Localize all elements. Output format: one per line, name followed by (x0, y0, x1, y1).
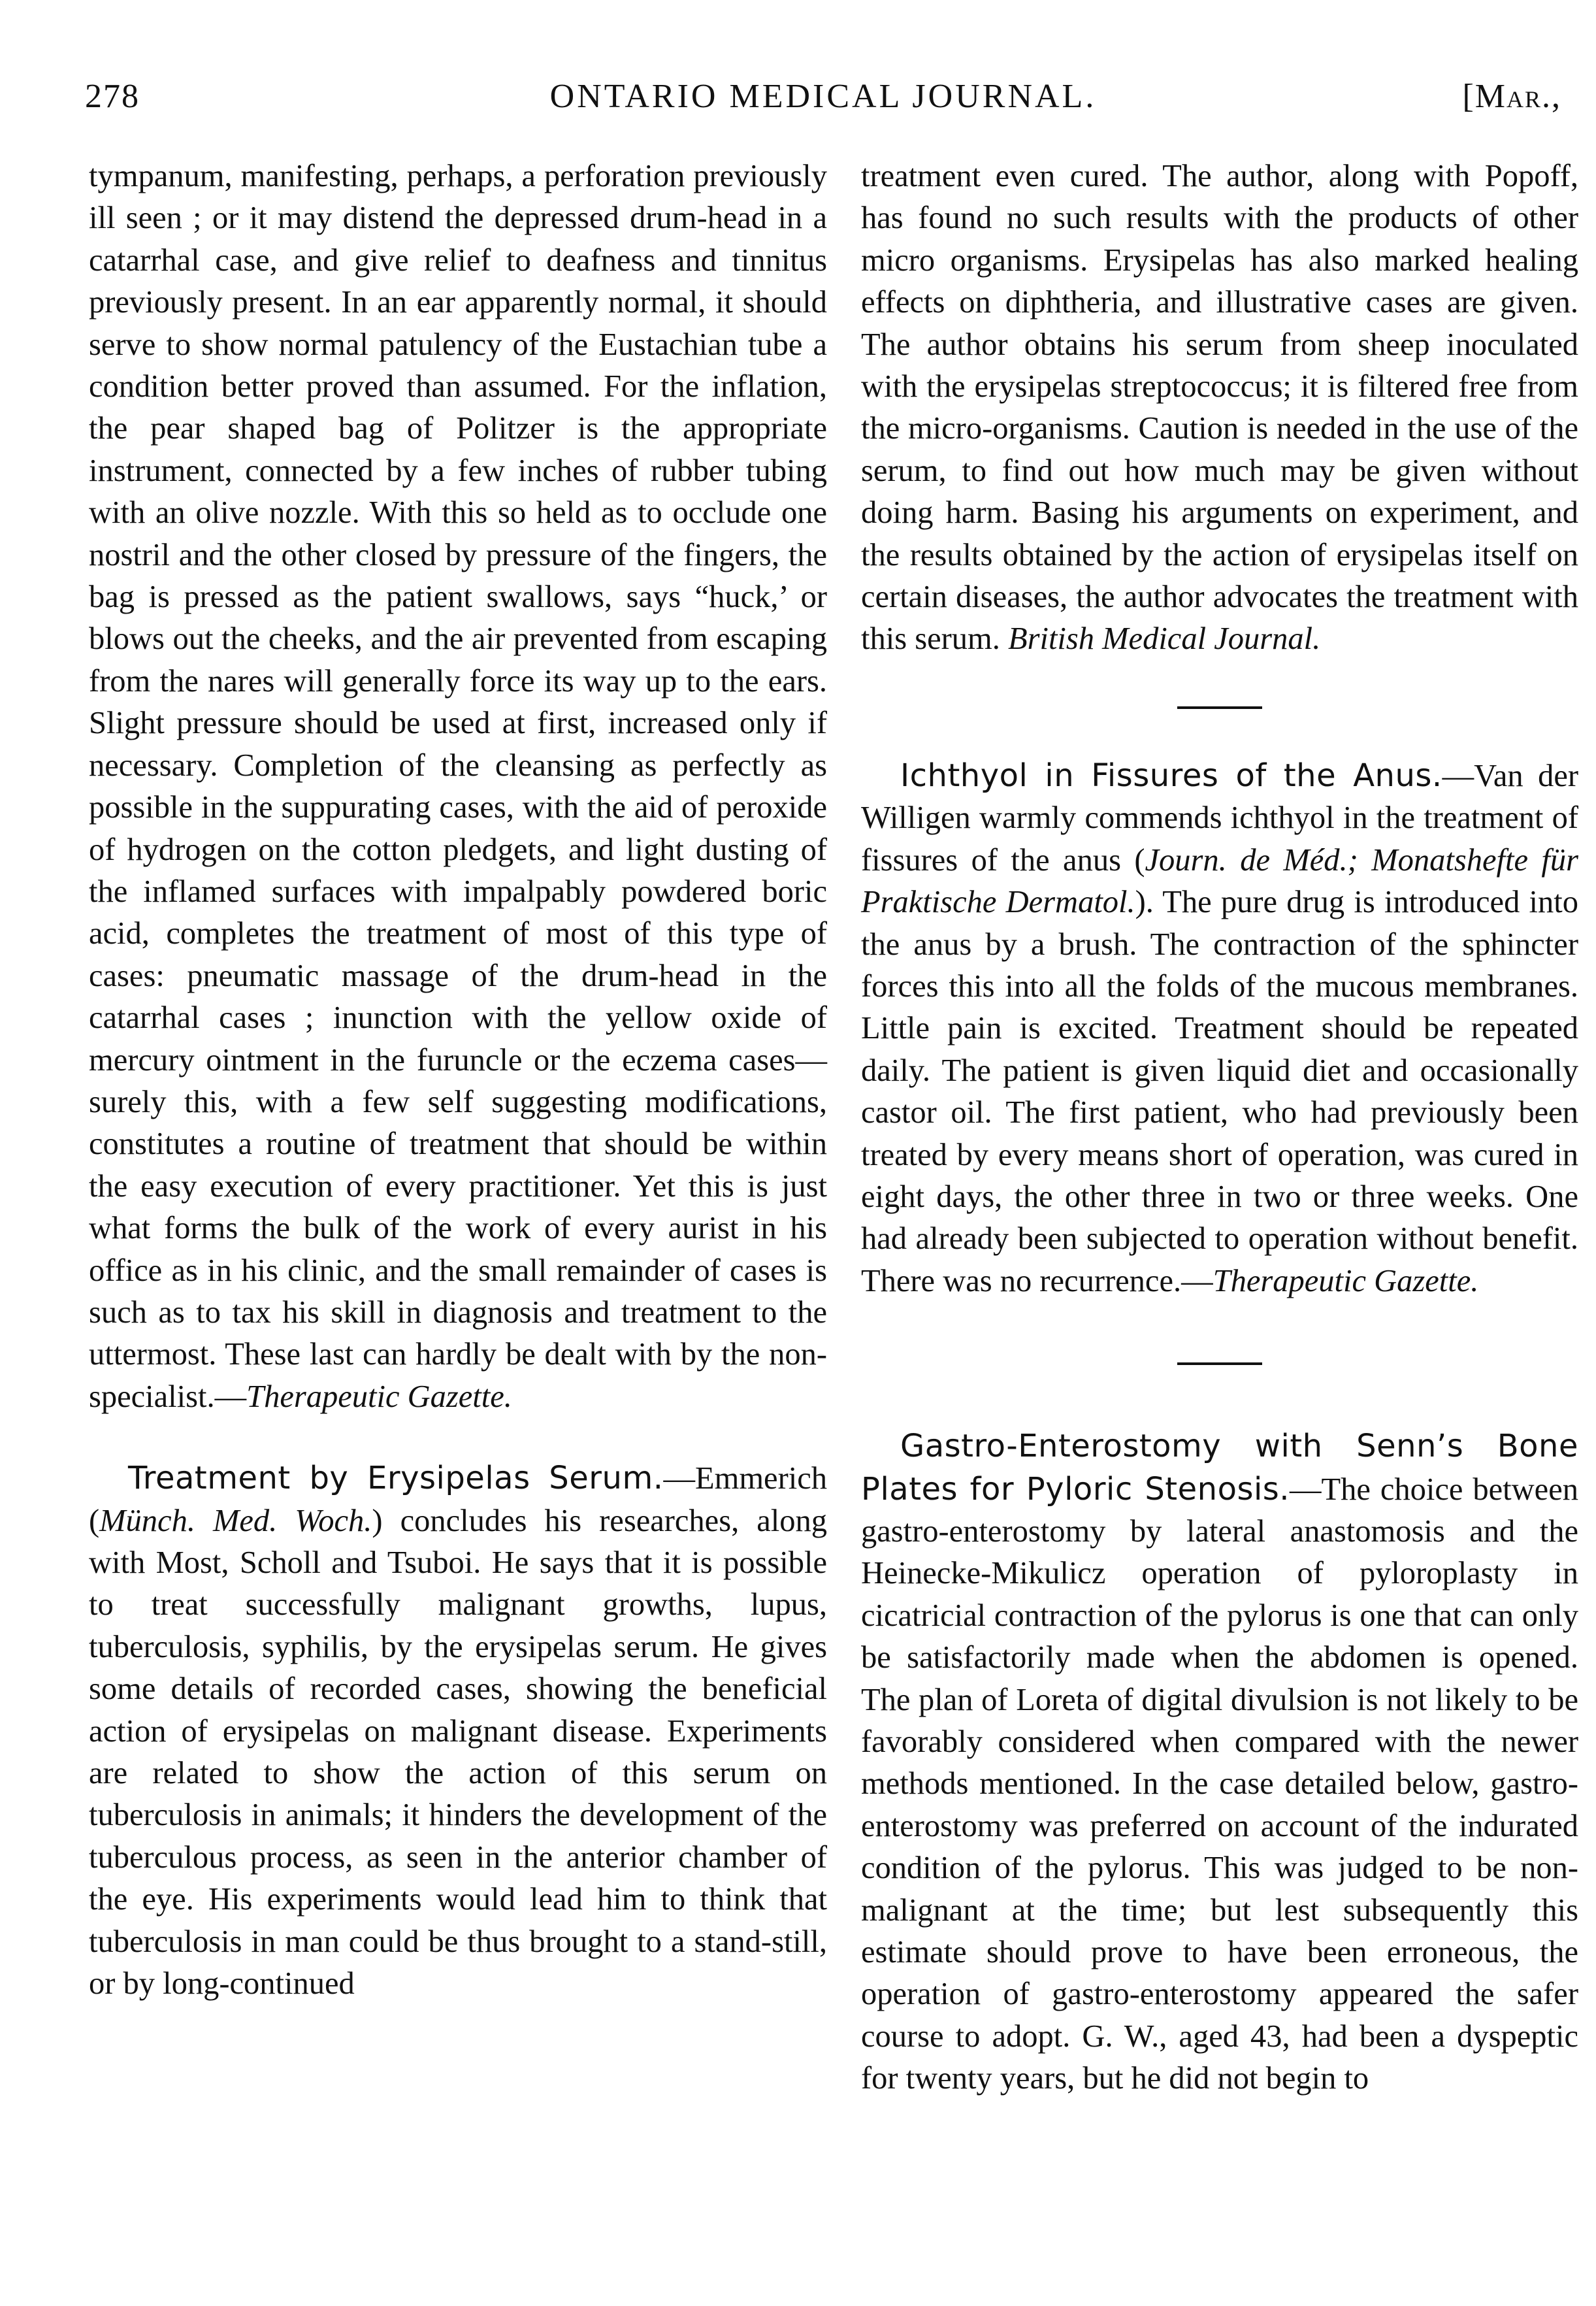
article-heading-gastro-enterostomy: Gastro-Enterostomy with Senn’s Bone Plates for Pyloric Stenosis. (861, 1428, 1578, 1507)
article-heading-ichthyol: Ichthyol in Fissures of the Anus. (900, 757, 1442, 794)
article-ichthyol (861, 755, 1578, 1302)
right-column (861, 156, 1578, 2100)
article-body: treatment even cured. The author, along with Popoff, has found no such results with the products of other micro organisms. Erysipelas has also marked healing effects on diphtheria, and illustrative cases are given. The author obtains his serum from sheep inoculated with the erysipelas streptococcus; it is filtered free from the micro-organisms. Caution is needed in the use of the serum, to find out how much may be given without doing harm. Basing his arguments on experiment, and the results obtained by the action of erysipelas itself on certain diseases, the author advocates the treatment with this serum. (861, 159, 1578, 657)
intro-text: tympanum, manifesting, perhaps, a perforation previously ill seen ; or it may distend the depressed drum-head in a catarrhal case, and give relief to deafness and tinnitus previously present. In an ear apparently normal, it should serve to show normal patulency of the Eustachian tube a condition better proved than assumed. For the inflation, the pear shaped bag of Politzer is the appropriate instrument, connected by a few inches of rubber tubing with an olive nozzle. With this so held as to occlude one nostril and the other closed by pressure of the fingers, the bag is pressed as the patient swallows, says “huck,’ or blows out the cheeks, and the air prevented from escaping from the nares will generally force its way up to the ears. Slight pressure should be used at first, increased only if necessary. Completion of the cleansing as perfectly as possible in the suppurating cases, with the aid of peroxide of hydrogen on the cotton pledgets, and light dusting of the inflamed surfaces with impalpably powdered boric acid, completes the treatment of most of this type of cases: pneumatic massage of the drum-head in the catarrhal cases ; inunction with the yellow oxide of mercury ointment in the furuncle or the eczema cases—surely this, with a few self suggesting modifications, constitutes a routine of treatment that should be within the easy execution of every practitioner. Yet this is just what forms the bulk of the work of every aurist in his office as in his clinic, and the small remainder of cases is such as to tax his skill in diagnosis and treatment to the uttermost. These last can hardly be dealt with by the non-specialist.— (89, 159, 827, 1414)
intro-paragraph (89, 156, 827, 1418)
article-body: —Van der Willigen warmly commends ichthyol in the treatment of fissures of the anus ( (861, 758, 1578, 878)
spacer (861, 709, 1578, 755)
left-column (89, 156, 827, 2005)
article-source: Therapeutic Gazette. (1213, 1263, 1479, 1298)
article-heading-erysipelas: Treatment by Erysipelas Serum. (128, 1460, 664, 1497)
article-erysipelas-serum (89, 1457, 827, 2005)
page-number: 278 (85, 78, 140, 115)
article-body: ) concludes his researches, along with Most, Scholl and Tsuboi. He says that it is possible to treat successfully malignant growths, lupus, tuberculosis, syphilis, by the erysipelas serum. He gives some details of recorded cases, showing the beneficial action of erysipelas on malignant disease. Experiments are related to show the action of this serum on tuberculosis in animals; it hinders the development of the tuberculous process, as seen in the anterior chamber of the eye. His experiments would lead him to think that tuberculosis in man could be thus brought to a stand-still, or by long-continued (89, 1503, 827, 2001)
article-body: —The choice between gastro-enterostomy by lateral anastomosis and the Heinecke-Mikulicz operation of pyloroplasty in cicatricial contraction of the pylorus is one that can only be satisfactorily made when the abdomen is opened. The plan of Loreta of digital divulsion is not likely to be favorably considered when compared with the newer methods mentioned. In the case detailed below, gastro-enterostomy was preferred on account of the indurated condition of the pylorus. This was judged to be non-malignant at the time; but lest subsequently this estimate should prove to have been erroneous, the operation of gastro-enterostomy appeared the safer course to adopt. G. W., aged 43, had been a dyspeptic for twenty years, but he did not begin to (861, 1472, 1578, 2096)
article-body: —Emmerich ( (89, 1461, 827, 1538)
article-body: ). The pure drug is introduced into the anus by a brush. The contraction of the sphincter forces this into all the folds of the mucous membranes. Little pain is excited. Treatment should be repeated daily. The patient is given liquid diet and occasionally castor oil. The first patient, who had previously been treated by every means short of operation, was cured in eight days, the other three in two or three weeks. One had already been subjected to operation without benefit. There was no recurrence.— (861, 885, 1578, 1298)
spacer (89, 1418, 827, 1457)
article-citation: Journ. de Méd.; Monatshefte für Praktische Dermatol. (861, 842, 1578, 920)
intro-source: Therapeutic Gazette. (246, 1379, 512, 1414)
journal-title: ONTARIO MEDICAL JOURNAL. (549, 78, 1097, 115)
article-erysipelas-continued (861, 156, 1578, 661)
running-head (85, 77, 1561, 129)
spacer (861, 661, 1578, 706)
spacer (861, 1302, 1578, 1362)
article-gastro-enterostomy (861, 1425, 1578, 2100)
article-source: British Medical Journal. (1007, 621, 1321, 657)
issue-month: [Mar., (1462, 78, 1561, 115)
spacer (861, 1365, 1578, 1425)
article-citation: Münch. Med. Woch. (99, 1503, 372, 1538)
